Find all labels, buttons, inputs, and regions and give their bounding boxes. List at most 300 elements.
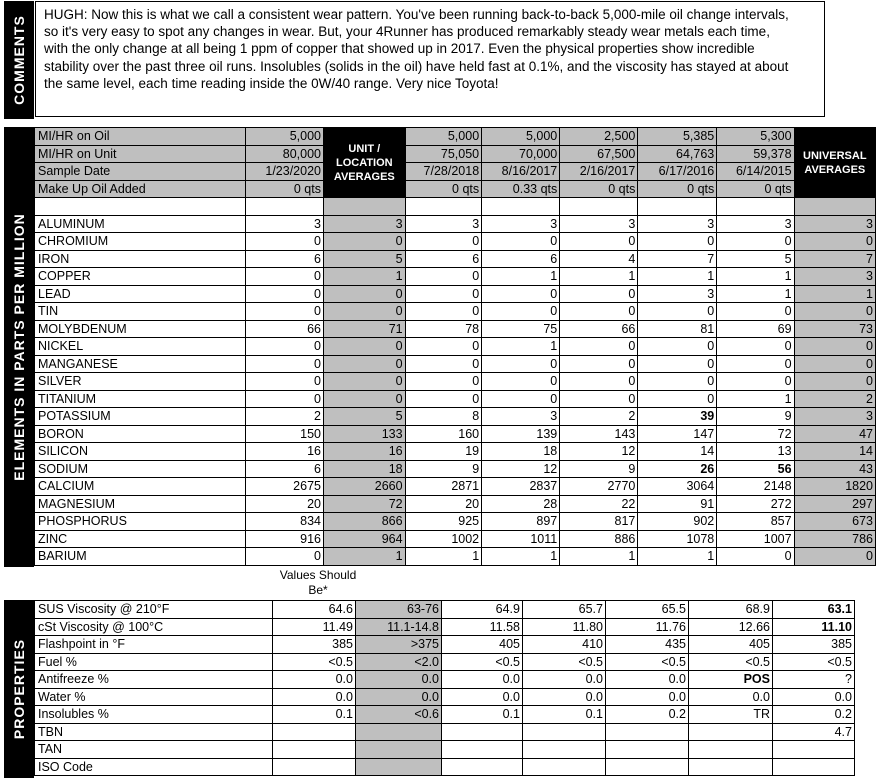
property-history — [689, 723, 773, 741]
element-unit-average: 964 — [323, 530, 405, 548]
property-current: 0.0 — [273, 688, 356, 706]
element-name: BORON — [35, 425, 246, 443]
spacer-row — [35, 198, 876, 216]
element-history: 0 — [717, 338, 794, 356]
property-spec: 11.1-14.8 — [356, 618, 442, 636]
property-history: 63.1 — [773, 601, 855, 619]
property-history: 0.0 — [523, 671, 606, 689]
info-history: 59,378 — [717, 145, 794, 163]
element-unit-average: 16 — [323, 443, 405, 461]
info-history: 67,500 — [560, 145, 638, 163]
element-history: 19 — [405, 443, 482, 461]
element-history: 69 — [717, 320, 794, 338]
element-history: 3 — [560, 215, 638, 233]
property-history: 11.58 — [442, 618, 523, 636]
element-history: 0 — [560, 390, 638, 408]
info-history: 5,300 — [717, 128, 794, 146]
element-name: CALCIUM — [35, 478, 246, 496]
property-name: TAN — [35, 741, 273, 759]
element-history: 66 — [560, 320, 638, 338]
property-name: cSt Viscosity @ 100°C — [35, 618, 273, 636]
property-spec — [356, 758, 442, 776]
element-history: 0 — [405, 303, 482, 321]
element-unit-average: 72 — [323, 495, 405, 513]
element-unit-average: 2660 — [323, 478, 405, 496]
element-history: 5 — [717, 250, 794, 268]
element-row — [35, 338, 876, 356]
element-history: 26 — [638, 460, 717, 478]
element-history: 1 — [560, 548, 638, 566]
property-spec: 0.0 — [356, 688, 442, 706]
element-history: 139 — [482, 425, 560, 443]
spacer-cell — [245, 198, 323, 216]
info-row — [35, 163, 876, 181]
element-history: 1011 — [482, 530, 560, 548]
property-spec — [356, 723, 442, 741]
property-current — [273, 758, 356, 776]
element-history: 91 — [638, 495, 717, 513]
element-history: 2 — [560, 408, 638, 426]
element-universal-average: 3 — [794, 408, 875, 426]
element-row — [35, 408, 876, 426]
property-history: 0.0 — [442, 688, 523, 706]
property-history — [442, 741, 523, 759]
element-universal-average: 0 — [794, 548, 875, 566]
property-name: SUS Viscosity @ 210°F — [35, 601, 273, 619]
element-history: 20 — [405, 495, 482, 513]
element-history: 2871 — [405, 478, 482, 496]
element-current: 66 — [245, 320, 323, 338]
property-history: 0.0 — [442, 671, 523, 689]
element-history: 0 — [405, 338, 482, 356]
element-history: 0 — [405, 268, 482, 286]
property-row — [35, 688, 855, 706]
element-history: 0 — [717, 303, 794, 321]
info-history: 0 qts — [405, 180, 482, 198]
property-history: ? — [773, 671, 855, 689]
element-history: 1 — [560, 268, 638, 286]
element-current: 2 — [245, 408, 323, 426]
property-history — [523, 741, 606, 759]
info-history: 6/14/2015 — [717, 163, 794, 181]
property-history — [773, 741, 855, 759]
element-history: 0 — [482, 285, 560, 303]
property-history — [689, 758, 773, 776]
property-history — [523, 723, 606, 741]
element-history: 1 — [405, 548, 482, 566]
element-history: 0 — [405, 233, 482, 251]
elements-table — [34, 127, 876, 566]
element-history: 0 — [405, 355, 482, 373]
element-universal-average: 0 — [794, 338, 875, 356]
unit-average-header: UNIT / LOCATION AVERAGES — [323, 128, 405, 198]
element-unit-average: 133 — [323, 425, 405, 443]
element-current: 150 — [245, 425, 323, 443]
element-history: 0 — [717, 373, 794, 391]
element-name: COPPER — [35, 268, 246, 286]
property-current: <0.5 — [273, 653, 356, 671]
element-history: 1 — [482, 338, 560, 356]
element-history: 81 — [638, 320, 717, 338]
element-history: 28 — [482, 495, 560, 513]
element-universal-average: 3 — [794, 268, 875, 286]
element-current: 0 — [245, 303, 323, 321]
element-history: 147 — [638, 425, 717, 443]
element-current: 20 — [245, 495, 323, 513]
comments-box — [35, 1, 825, 117]
property-history — [606, 723, 689, 741]
property-history: 0.1 — [523, 706, 606, 724]
element-universal-average: 1820 — [794, 478, 875, 496]
element-name: SODIUM — [35, 460, 246, 478]
element-history: 0 — [560, 373, 638, 391]
info-history: 0 qts — [717, 180, 794, 198]
info-history: 2,500 — [560, 128, 638, 146]
property-current — [273, 741, 356, 759]
property-name: Insolubles % — [35, 706, 273, 724]
element-history: 78 — [405, 320, 482, 338]
element-universal-average: 0 — [794, 355, 875, 373]
property-row — [35, 671, 855, 689]
property-name: Fuel % — [35, 653, 273, 671]
property-spec: <2.0 — [356, 653, 442, 671]
property-history: 68.9 — [689, 601, 773, 619]
element-history: 7 — [638, 250, 717, 268]
element-name: TIN — [35, 303, 246, 321]
element-row — [35, 320, 876, 338]
element-name: ALUMINUM — [35, 215, 246, 233]
element-history: 1 — [638, 268, 717, 286]
property-current: 11.49 — [273, 618, 356, 636]
element-history: 2770 — [560, 478, 638, 496]
property-history: 0.2 — [773, 706, 855, 724]
element-unit-average: 5 — [323, 250, 405, 268]
element-row — [35, 303, 876, 321]
property-history: <0.5 — [523, 653, 606, 671]
element-history: 3 — [482, 215, 560, 233]
property-history: 0.0 — [606, 688, 689, 706]
element-current: 6 — [245, 250, 323, 268]
spacer-cell — [560, 198, 638, 216]
property-history: 385 — [773, 636, 855, 654]
properties-label: PROPERTIES — [11, 638, 27, 740]
element-name: SILVER — [35, 373, 246, 391]
property-name: ISO Code — [35, 758, 273, 776]
element-history: 0 — [638, 303, 717, 321]
element-history: 3 — [482, 408, 560, 426]
property-current: 64.6 — [273, 601, 356, 619]
info-history: 6/17/2016 — [638, 163, 717, 181]
spacer-cell — [638, 198, 717, 216]
element-current: 0 — [245, 338, 323, 356]
element-unit-average: 0 — [323, 355, 405, 373]
element-history: 857 — [717, 513, 794, 531]
element-universal-average: 297 — [794, 495, 875, 513]
property-current: 0.0 — [273, 671, 356, 689]
property-spec — [356, 741, 442, 759]
property-history: 0.2 — [606, 706, 689, 724]
element-universal-average: 47 — [794, 425, 875, 443]
element-row — [35, 233, 876, 251]
element-history: 3 — [638, 285, 717, 303]
property-spec: 63-76 — [356, 601, 442, 619]
element-current: 0 — [245, 268, 323, 286]
property-spec: >375 — [356, 636, 442, 654]
element-unit-average: 1 — [323, 548, 405, 566]
property-history — [606, 741, 689, 759]
property-history: 11.10 — [773, 618, 855, 636]
spacer-cell — [717, 198, 794, 216]
element-row — [35, 425, 876, 443]
element-history: 6 — [482, 250, 560, 268]
element-current: 3 — [245, 215, 323, 233]
property-history: 65.5 — [606, 601, 689, 619]
element-history: 9 — [560, 460, 638, 478]
element-history: 0 — [560, 338, 638, 356]
info-history: 5,000 — [405, 128, 482, 146]
element-history: 0 — [482, 355, 560, 373]
element-universal-average: 14 — [794, 443, 875, 461]
property-history: <0.5 — [773, 653, 855, 671]
element-name: MOLYBDENUM — [35, 320, 246, 338]
element-history: 8 — [405, 408, 482, 426]
element-history: 0 — [482, 390, 560, 408]
element-universal-average: 3 — [794, 215, 875, 233]
element-current: 6 — [245, 460, 323, 478]
element-history: 22 — [560, 495, 638, 513]
element-current: 0 — [245, 548, 323, 566]
element-name: POTASSIUM — [35, 408, 246, 426]
element-current: 2675 — [245, 478, 323, 496]
info-current: 80,000 — [245, 145, 323, 163]
element-name: IRON — [35, 250, 246, 268]
element-current: 0 — [245, 373, 323, 391]
element-history: 9 — [717, 408, 794, 426]
property-row — [35, 758, 855, 776]
property-history: 11.76 — [606, 618, 689, 636]
element-unit-average: 0 — [323, 233, 405, 251]
element-history: 1 — [717, 285, 794, 303]
comments-label: COMMENTS — [11, 15, 27, 105]
property-history — [442, 723, 523, 741]
element-history: 3 — [405, 215, 482, 233]
element-history: 56 — [717, 460, 794, 478]
element-row — [35, 548, 876, 566]
property-spec: 0.0 — [356, 671, 442, 689]
element-current: 0 — [245, 355, 323, 373]
element-history: 13 — [717, 443, 794, 461]
element-history: 2148 — [717, 478, 794, 496]
info-label: MI/HR on Oil — [35, 128, 246, 146]
info-history: 5,385 — [638, 128, 717, 146]
property-history: <0.5 — [689, 653, 773, 671]
element-history: 1 — [638, 548, 717, 566]
properties-table — [34, 600, 855, 776]
element-history: 75 — [482, 320, 560, 338]
property-spec: <0.6 — [356, 706, 442, 724]
info-history: 0 qts — [560, 180, 638, 198]
element-current: 916 — [245, 530, 323, 548]
property-current — [273, 723, 356, 741]
elements-label: ELEMENTS IN PARTS PER MILLION — [11, 213, 27, 481]
element-history: 1 — [717, 268, 794, 286]
property-name: Water % — [35, 688, 273, 706]
element-history: 12 — [482, 460, 560, 478]
property-history — [773, 758, 855, 776]
element-row — [35, 495, 876, 513]
element-history: 4 — [560, 250, 638, 268]
property-name: Flashpoint in °F — [35, 636, 273, 654]
element-universal-average: 0 — [794, 233, 875, 251]
element-history: 9 — [405, 460, 482, 478]
element-unit-average: 3 — [323, 215, 405, 233]
element-name: BARIUM — [35, 548, 246, 566]
element-history: 272 — [717, 495, 794, 513]
element-current: 0 — [245, 390, 323, 408]
property-history: 11.80 — [523, 618, 606, 636]
element-history: 0 — [717, 548, 794, 566]
element-unit-average: 5 — [323, 408, 405, 426]
element-row — [35, 268, 876, 286]
element-row — [35, 373, 876, 391]
info-history: 7/28/2018 — [405, 163, 482, 181]
property-history: 12.66 — [689, 618, 773, 636]
element-history: 0 — [560, 285, 638, 303]
property-history: TR — [689, 706, 773, 724]
info-row — [35, 128, 876, 146]
element-unit-average: 1 — [323, 268, 405, 286]
element-unit-average: 0 — [323, 373, 405, 391]
element-history: 143 — [560, 425, 638, 443]
element-name: MAGNESIUM — [35, 495, 246, 513]
element-history: 0 — [482, 373, 560, 391]
property-history: 0.0 — [773, 688, 855, 706]
property-current: 385 — [273, 636, 356, 654]
property-row — [35, 636, 855, 654]
element-universal-average: 43 — [794, 460, 875, 478]
element-row — [35, 215, 876, 233]
property-row — [35, 653, 855, 671]
element-history: 72 — [717, 425, 794, 443]
element-history: 0 — [560, 303, 638, 321]
element-universal-average: 73 — [794, 320, 875, 338]
element-history: 897 — [482, 513, 560, 531]
element-history: 1007 — [717, 530, 794, 548]
element-row — [35, 513, 876, 531]
element-row — [35, 443, 876, 461]
element-history: 925 — [405, 513, 482, 531]
property-row — [35, 618, 855, 636]
element-history: 2837 — [482, 478, 560, 496]
element-current: 0 — [245, 233, 323, 251]
property-history: 64.9 — [442, 601, 523, 619]
property-history — [442, 758, 523, 776]
element-row — [35, 460, 876, 478]
element-row — [35, 478, 876, 496]
element-row — [35, 250, 876, 268]
element-name: MANGANESE — [35, 355, 246, 373]
property-history: 4.7 — [773, 723, 855, 741]
element-history: 1002 — [405, 530, 482, 548]
element-history: 0 — [638, 355, 717, 373]
element-unit-average: 0 — [323, 390, 405, 408]
spacer-cell — [323, 198, 405, 216]
element-history: 0 — [560, 233, 638, 251]
element-history: 817 — [560, 513, 638, 531]
element-history: 1 — [482, 548, 560, 566]
element-unit-average: 0 — [323, 338, 405, 356]
element-history: 0 — [405, 390, 482, 408]
element-universal-average: 673 — [794, 513, 875, 531]
comments-side-label — [4, 1, 34, 119]
element-name: ZINC — [35, 530, 246, 548]
element-row — [35, 530, 876, 548]
info-row — [35, 180, 876, 198]
element-name: LEAD — [35, 285, 246, 303]
property-history: <0.5 — [606, 653, 689, 671]
property-history: 0.1 — [442, 706, 523, 724]
element-universal-average: 2 — [794, 390, 875, 408]
element-history: 0 — [717, 355, 794, 373]
element-universal-average: 0 — [794, 373, 875, 391]
spacer-cell — [405, 198, 482, 216]
element-name: NICKEL — [35, 338, 246, 356]
element-history: 39 — [638, 408, 717, 426]
info-history: 0 qts — [638, 180, 717, 198]
element-history: 3 — [638, 215, 717, 233]
property-history: 405 — [442, 636, 523, 654]
property-row — [35, 706, 855, 724]
element-name: TITANIUM — [35, 390, 246, 408]
property-row — [35, 601, 855, 619]
element-history: 14 — [638, 443, 717, 461]
element-universal-average: 1 — [794, 285, 875, 303]
element-history: 0 — [638, 373, 717, 391]
property-history: <0.5 — [442, 653, 523, 671]
element-history: 0 — [638, 233, 717, 251]
property-history: 65.7 — [523, 601, 606, 619]
comments-text: HUGH: Now this is what we call a consistent wear pattern. You've been running back-to-back 5,000-mile oil change intervals, so it's very easy to spot any changes in wear. But, your 4Runner has produced remarkably steady wear metals each time, with the only change at all being 1 ppm of copper that showed up in 2017. Even the physical properties show incredible stability over the past three oil runs. Insolubles (solids in the oil) have held fast at 0.1%, and the viscosity has stayed at about the same level, each time reading inside the 0W/40 range. Very nice Toyota! — [44, 7, 789, 91]
property-history: 405 — [689, 636, 773, 654]
element-history: 0 — [405, 373, 482, 391]
element-history: 0 — [482, 233, 560, 251]
info-history: 2/16/2017 — [560, 163, 638, 181]
info-current: 5,000 — [245, 128, 323, 146]
element-history: 6 — [405, 250, 482, 268]
element-history: 160 — [405, 425, 482, 443]
element-history: 0 — [482, 303, 560, 321]
property-history: POS — [689, 671, 773, 689]
property-history — [606, 758, 689, 776]
property-name: Antifreeze % — [35, 671, 273, 689]
element-history: 1078 — [638, 530, 717, 548]
element-name: CHROMIUM — [35, 233, 246, 251]
info-current: 0 qts — [245, 180, 323, 198]
info-label: Sample Date — [35, 163, 246, 181]
property-row — [35, 723, 855, 741]
info-history: 70,000 — [482, 145, 560, 163]
element-history: 0 — [717, 233, 794, 251]
element-current: 16 — [245, 443, 323, 461]
property-history: 0.0 — [523, 688, 606, 706]
element-history: 3064 — [638, 478, 717, 496]
property-history — [689, 741, 773, 759]
element-row — [35, 285, 876, 303]
element-history: 12 — [560, 443, 638, 461]
element-unit-average: 866 — [323, 513, 405, 531]
element-unit-average: 0 — [323, 303, 405, 321]
element-history: 18 — [482, 443, 560, 461]
